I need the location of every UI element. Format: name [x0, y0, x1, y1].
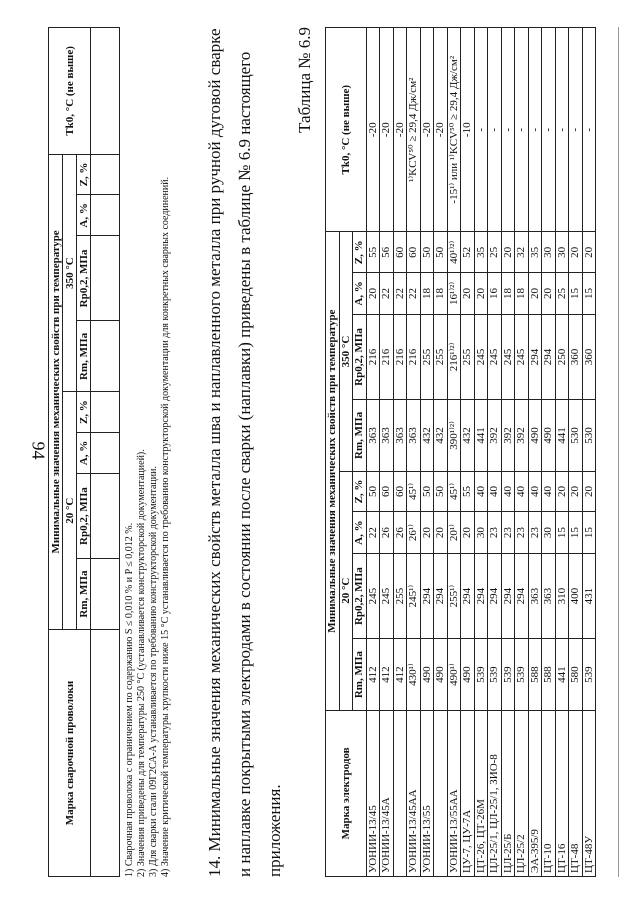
- value-cell: 20: [461, 512, 475, 554]
- col-header-rp: Rp0,2, МПа: [353, 553, 367, 639]
- value-cell: 26¹⁾: [407, 512, 421, 554]
- table-row: [461, 28, 475, 877]
- value-cell: 18: [420, 273, 434, 315]
- col-header-mark: Марка электродов: [326, 710, 367, 876]
- value-cell: 15: [555, 512, 569, 554]
- table-row: [447, 28, 461, 877]
- electrode-table: [325, 27, 596, 877]
- section-heading: [200, 27, 290, 877]
- value-cell: 18: [434, 273, 448, 315]
- value-cell: 363: [407, 400, 421, 471]
- col-header-group: Минимальные значения механических свойств при температуре: [49, 154, 63, 629]
- value-cell: 430¹⁾: [407, 639, 421, 710]
- value-cell: 294: [488, 553, 502, 639]
- value-cell: 56: [380, 232, 394, 273]
- value-cell: 294: [434, 553, 448, 639]
- value-cell: -: [528, 28, 542, 232]
- value-cell: 30: [474, 512, 488, 554]
- table-row: [393, 28, 407, 877]
- divider: [618, 27, 619, 877]
- value-cell: 392: [515, 400, 529, 471]
- value-cell: 52: [461, 232, 475, 273]
- value-cell: 412: [366, 639, 380, 710]
- value-cell: 50: [420, 232, 434, 273]
- value-cell: -20: [434, 28, 448, 232]
- value-cell: 294: [501, 553, 515, 639]
- value-cell: 32: [515, 232, 529, 273]
- value-cell: -: [542, 28, 556, 232]
- value-cell: 530: [582, 400, 596, 471]
- electrode-mark-cell: ЦЛ-25/2: [515, 710, 529, 876]
- col-header-a2: A, %: [353, 273, 367, 315]
- col-header-rp: Rp0,2, МПа: [77, 474, 91, 559]
- footnote: 2) Значения приведены для температуры 250 °С (устанавливается конструкторской документацией).: [136, 449, 147, 877]
- value-cell: 55: [461, 471, 475, 512]
- col-header-tkr: Tk0, °С (не выше): [326, 28, 367, 232]
- value-cell: ¹⁾KCV⁵⁰ ≥ 29,4 Дж/см²: [407, 28, 421, 232]
- value-cell: 530: [569, 400, 583, 471]
- table-row: [555, 28, 569, 877]
- value-cell: 45¹⁾: [407, 471, 421, 512]
- value-cell: -: [582, 28, 596, 232]
- value-cell: 360: [582, 314, 596, 400]
- value-cell: -20: [380, 28, 394, 232]
- col-header-mark: Марка сварочной проволоки: [49, 630, 91, 877]
- value-cell: 441: [555, 639, 569, 710]
- value-cell: 363: [542, 553, 556, 639]
- value-cell: 25: [555, 273, 569, 315]
- value-cell: -20: [420, 28, 434, 232]
- col-header-rp2: Rp0,2, МПа: [77, 236, 91, 321]
- value-cell: 30: [542, 232, 556, 273]
- value-cell: 18: [501, 273, 515, 315]
- value-cell: 35: [528, 232, 542, 273]
- value-cell: 20: [582, 232, 596, 273]
- col-header-rm2: Rm, МПа: [77, 321, 91, 392]
- value-cell: 26: [380, 512, 394, 554]
- value-cell: 15: [582, 512, 596, 554]
- value-cell: 20: [528, 273, 542, 315]
- value-cell: 50: [434, 471, 448, 512]
- value-cell: 360: [569, 314, 583, 400]
- electrode-mark-cell: УОНИИ-13/45А: [380, 710, 394, 876]
- heading-line: 14. Минимальные значения механических свойств металла шва и наплавленного металла при ручной дуговой сварке: [205, 28, 224, 877]
- value-cell: 23: [488, 512, 502, 554]
- col-header-t20: 20 °С: [63, 392, 77, 630]
- electrode-mark-cell: [393, 710, 407, 876]
- value-cell: 16¹⁾²⁾: [447, 273, 461, 315]
- value-cell: 40: [474, 471, 488, 512]
- col-header-rm: Rm, МПа: [77, 559, 91, 630]
- table-row: [515, 28, 529, 877]
- value-cell: 23: [515, 512, 529, 554]
- electrode-mark-cell: ЦТ-48У: [582, 710, 596, 876]
- value-cell: 20: [582, 471, 596, 512]
- electrode-mark-cell: ЭА-395/9: [528, 710, 542, 876]
- value-cell: 60: [393, 232, 407, 273]
- value-cell: 490: [542, 400, 556, 471]
- value-cell: 26: [393, 512, 407, 554]
- value-cell: 245: [488, 314, 502, 400]
- value-cell: 22: [407, 273, 421, 315]
- electrode-mark-cell: ЦТ-16: [555, 710, 569, 876]
- table-row: [528, 28, 542, 877]
- value-cell: 60: [407, 232, 421, 273]
- col-header-z: Z, %: [353, 471, 367, 512]
- value-cell: 20: [434, 512, 448, 554]
- value-cell: 20: [501, 232, 515, 273]
- value-cell: 588: [542, 639, 556, 710]
- col-header-tkr: Tk0, °С (не выше): [49, 28, 91, 155]
- value-cell: 432: [434, 400, 448, 471]
- value-cell: 20: [420, 512, 434, 554]
- value-cell: 16: [488, 273, 502, 315]
- table-row: [501, 28, 515, 877]
- value-cell: 20: [474, 273, 488, 315]
- value-cell: 255: [393, 553, 407, 639]
- value-cell: 490¹⁾: [447, 639, 461, 710]
- value-cell: 245: [474, 314, 488, 400]
- value-cell: 412: [380, 639, 394, 710]
- value-cell: 15: [582, 273, 596, 315]
- value-cell: 294: [528, 314, 542, 400]
- value-cell: 255: [434, 314, 448, 400]
- table-row: [569, 28, 583, 877]
- value-cell: 22: [393, 273, 407, 315]
- col-header-t350: 350 °С: [63, 154, 77, 392]
- rotated-page-content: [40, 27, 600, 877]
- col-header-rp2: Rp0,2, МПа: [353, 314, 367, 400]
- col-header-a: A, %: [77, 432, 91, 473]
- value-cell: 392: [501, 400, 515, 471]
- value-cell: 310: [555, 553, 569, 639]
- footnote: 1) Сварочная проволока с ограничением по содержанию S ≤ 0,010 % и P ≤ 0,012 %.: [124, 522, 135, 877]
- value-cell: 588: [528, 639, 542, 710]
- col-header-z2: Z, %: [77, 154, 91, 194]
- table-row: [420, 28, 434, 877]
- value-cell: -: [569, 28, 583, 232]
- value-cell: 432: [461, 400, 475, 471]
- value-cell: 412: [393, 639, 407, 710]
- value-cell: 539: [501, 639, 515, 710]
- value-cell: 441: [555, 400, 569, 471]
- value-cell: 18: [515, 273, 529, 315]
- value-cell: -: [474, 28, 488, 232]
- value-cell: 432: [420, 400, 434, 471]
- value-cell: 363: [528, 553, 542, 639]
- electrode-mark-cell: [434, 710, 448, 876]
- electrode-table-body: [366, 28, 596, 877]
- electrode-mark-cell: УОНИИ-13/45: [366, 710, 380, 876]
- col-header-t350: 350 °С: [339, 232, 353, 471]
- footnotes: [124, 27, 172, 877]
- value-cell: 35: [474, 232, 488, 273]
- value-cell: 50: [434, 232, 448, 273]
- value-cell: 45¹⁾: [447, 471, 461, 512]
- value-cell: 30: [555, 232, 569, 273]
- value-cell: -20: [393, 28, 407, 232]
- value-cell: -10: [461, 28, 475, 232]
- value-cell: 245: [501, 314, 515, 400]
- value-cell: 539: [515, 639, 529, 710]
- value-cell: 40: [542, 471, 556, 512]
- value-cell: -: [488, 28, 502, 232]
- value-cell: 20: [542, 273, 556, 315]
- value-cell: 60: [393, 471, 407, 512]
- electrode-mark-cell: УОНИИ-13/45АА: [407, 710, 421, 876]
- table-row: [474, 28, 488, 877]
- value-cell: 245: [366, 553, 380, 639]
- heading-line: и наплавке покрытыми электродами в состоянии после сварки (наплавки) приведены в таблице № 6.9 настоящего: [235, 51, 254, 877]
- value-cell: 216: [380, 314, 394, 400]
- value-cell: 15: [569, 512, 583, 554]
- value-cell: 23: [528, 512, 542, 554]
- value-cell: 50: [366, 471, 380, 512]
- value-cell: -20: [366, 28, 380, 232]
- col-header-rm2: Rm, МПа: [353, 400, 367, 471]
- value-cell: 15: [569, 273, 583, 315]
- value-cell: -: [515, 28, 529, 232]
- table-row: [91, 28, 120, 877]
- electrode-mark-cell: ЦТ-48: [569, 710, 583, 876]
- value-cell: -: [501, 28, 515, 232]
- col-header-z: Z, %: [77, 392, 91, 432]
- value-cell: 40¹⁾²⁾: [447, 232, 461, 273]
- value-cell: 22: [380, 273, 394, 315]
- electrode-mark-cell: ЦТ-10: [542, 710, 556, 876]
- value-cell: 40: [488, 471, 502, 512]
- value-cell: 60: [380, 471, 394, 512]
- value-cell: 431: [582, 553, 596, 639]
- value-cell: 20: [569, 471, 583, 512]
- table-row: [366, 28, 380, 877]
- value-cell: 441: [474, 400, 488, 471]
- value-cell: 255: [420, 314, 434, 400]
- electrode-mark-cell: УОНИИ-13/55АА: [447, 710, 461, 876]
- col-header-z2: Z, %: [353, 232, 367, 273]
- col-header-rm: Rm, МПа: [353, 639, 367, 710]
- heading-line: приложения.: [265, 784, 284, 877]
- col-header-a2: A, %: [77, 195, 91, 236]
- value-cell: 294: [542, 314, 556, 400]
- value-cell: 294: [515, 553, 529, 639]
- electrode-mark-cell: ЦЛ-25/1, ЦЛ-25/1, ЗИО-8: [488, 710, 502, 876]
- value-cell: 40: [501, 471, 515, 512]
- value-cell: 20: [555, 471, 569, 512]
- value-cell: 216: [366, 314, 380, 400]
- value-cell: 50: [420, 471, 434, 512]
- value-cell: 40: [515, 471, 529, 512]
- value-cell: 245: [380, 553, 394, 639]
- value-cell: 216: [393, 314, 407, 400]
- value-cell: 490: [528, 400, 542, 471]
- value-cell: 255: [461, 314, 475, 400]
- value-cell: 250: [555, 314, 569, 400]
- table-row: [407, 28, 421, 877]
- value-cell: 392: [488, 400, 502, 471]
- value-cell: 539: [582, 639, 596, 710]
- value-cell: 20¹⁾: [447, 512, 461, 554]
- value-cell: 400: [569, 553, 583, 639]
- table-row: [380, 28, 394, 877]
- value-cell: 40: [528, 471, 542, 512]
- value-cell: 25: [488, 232, 502, 273]
- value-cell: 294: [461, 553, 475, 639]
- value-cell: 490: [434, 639, 448, 710]
- table-row: [434, 28, 448, 877]
- value-cell: 55: [366, 232, 380, 273]
- table-caption: Таблица № 6.9: [295, 27, 314, 133]
- value-cell: 245: [515, 314, 529, 400]
- value-cell: 390¹⁾²⁾: [447, 400, 461, 471]
- value-cell: 216¹⁾²⁾: [447, 314, 461, 400]
- value-cell: 255¹⁾: [447, 553, 461, 639]
- col-header-a: A, %: [353, 512, 367, 554]
- value-cell: -15¹⁾ или ¹⁾KCV⁵⁰ ≥ 29,4 Дж/см²: [447, 28, 461, 232]
- page-number: 94: [28, 441, 49, 460]
- table-row: [542, 28, 556, 877]
- value-cell: 22: [366, 512, 380, 554]
- table-row: [582, 28, 596, 877]
- electrode-mark-cell: УОНИИ-13/55: [420, 710, 434, 876]
- value-cell: 20: [366, 273, 380, 315]
- value-cell: 539: [474, 639, 488, 710]
- value-cell: -: [555, 28, 569, 232]
- footnote: 4) Значение критической температуры хрупкости ниже 15 °С устанавливается по требованию конструкторской документации для конкретных сварных соединений.: [160, 176, 171, 877]
- value-cell: 363: [380, 400, 394, 471]
- value-cell: 294: [420, 553, 434, 639]
- col-header-t20: 20 °С: [339, 471, 353, 710]
- value-cell: 580: [569, 639, 583, 710]
- value-cell: 20: [569, 232, 583, 273]
- value-cell: 490: [461, 639, 475, 710]
- value-cell: 363: [366, 400, 380, 471]
- table-row: [488, 28, 502, 877]
- value-cell: 216: [407, 314, 421, 400]
- value-cell: 20: [461, 273, 475, 315]
- electrode-mark-cell: ЦУ-7, ЦУ-7А: [461, 710, 475, 876]
- electrode-mark-cell: ЦТ-26, ЦТ-26М: [474, 710, 488, 876]
- welding-wire-table: [48, 27, 120, 877]
- value-cell: 490: [420, 639, 434, 710]
- value-cell: 294: [474, 553, 488, 639]
- value-cell: 245¹⁾: [407, 553, 421, 639]
- col-header-group: Минимальные значения механических свойств при температуре: [326, 232, 340, 710]
- value-cell: 30: [542, 512, 556, 554]
- electrode-mark-cell: ЦЛ-25/Б: [501, 710, 515, 876]
- value-cell: 539: [488, 639, 502, 710]
- value-cell: 363: [393, 400, 407, 471]
- footnote: 3) Для сварки стали 09Г2СА-А устанавливается по требованию конструкторской документации.: [148, 466, 159, 877]
- value-cell: 23: [501, 512, 515, 554]
